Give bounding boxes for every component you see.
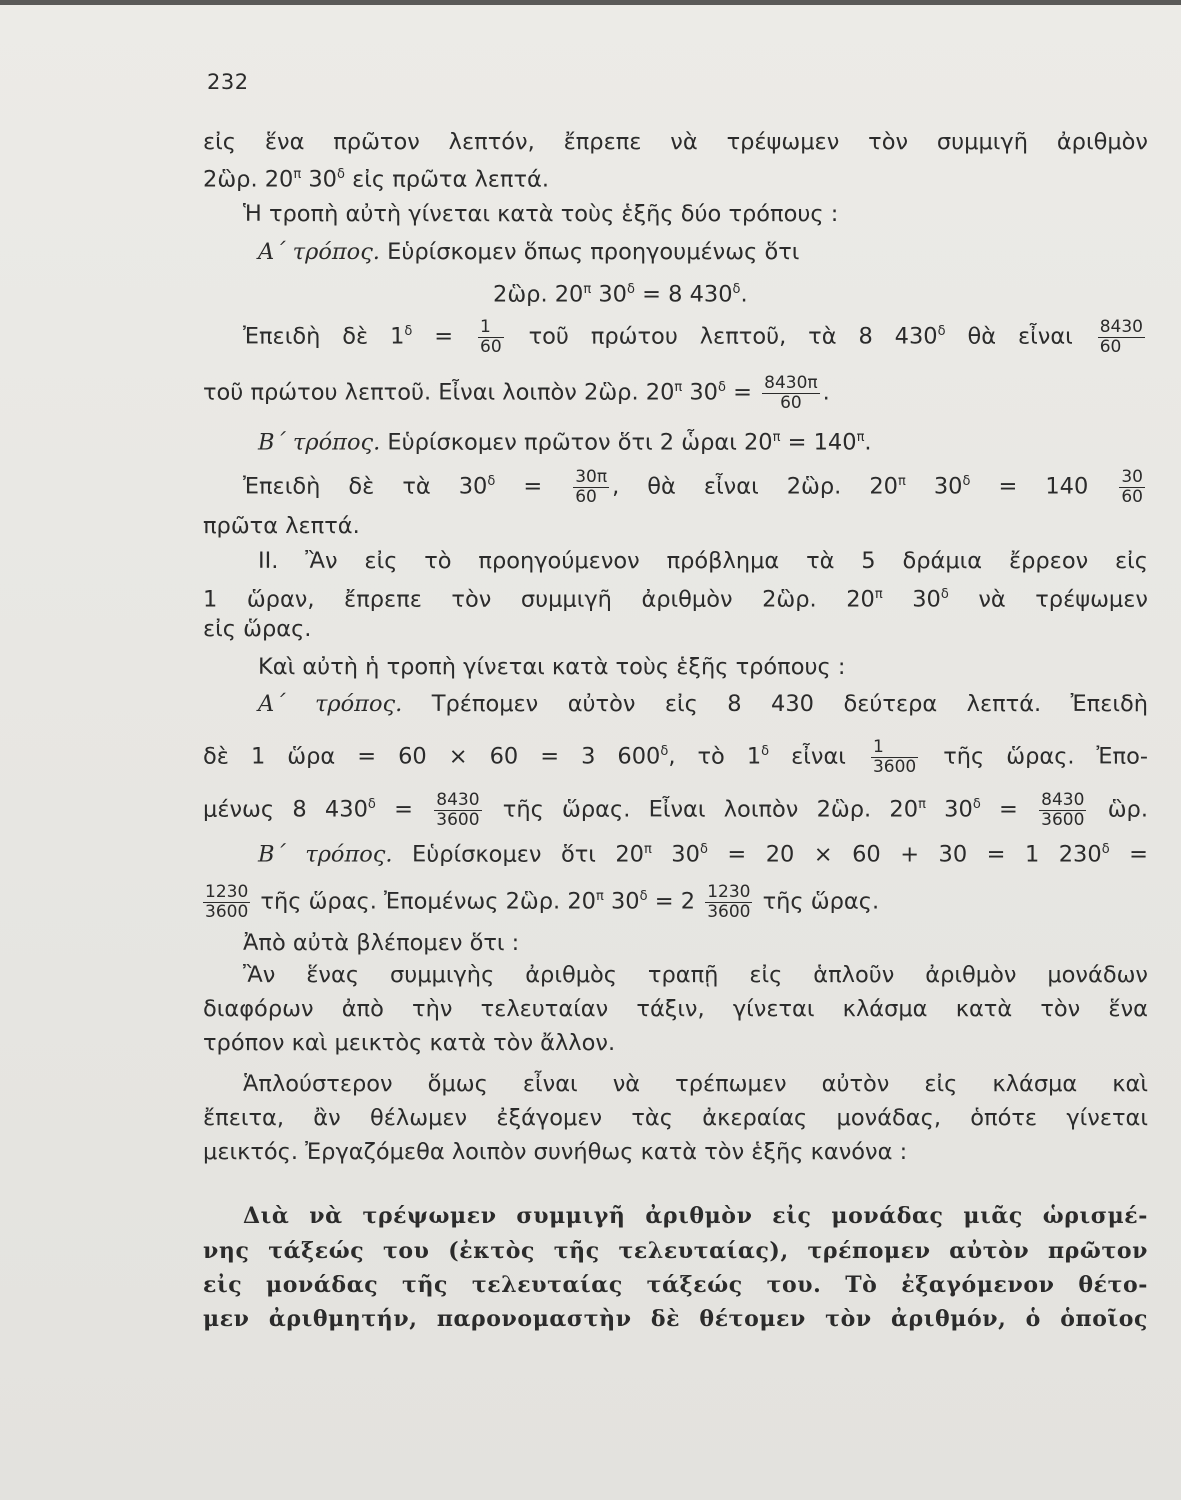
text-line: Ἐπειδὴ δὲ $1^\delta$ = $\frac{1}{60}$ τοῦ πρώτου λεπτοῦ, τὰ 8 $430^\delta$ θὰ εἶναι $\frac{8430}{60}$ [243, 316, 1143, 357]
page-number: 232 [207, 70, 249, 94]
text-line: Α΄ τρόπος. Τρέπομεν αὐτὸν εἰς 8 430 δεύτερα λεπτά. Ἐπειδὴ [258, 691, 1148, 717]
equation-line: 2ὣρ. $20^\pi$ $30^\delta = 8$ $430^\delta$. [493, 281, 748, 308]
text-line: 2ὣρ. $20^\pi$ $30^\delta$ εἰς πρῶτα λεπτά. [203, 166, 550, 193]
fraction: $\frac{1230}{3600}$ [707, 881, 751, 922]
rule-text-line: Διὰ νὰ τρέψωμεν συμμιγῆ ἀριθμὸν εἰς μονάδας μιᾶς ὡρισμέ- [243, 1203, 1148, 1229]
rule-text-line: εἰς μονάδας τῆς τελευταίας τάξεώς του. Τὸ ἐξαγόμενον θέτο- [203, 1272, 1148, 1298]
text-line: Ἡ τροπὴ αὐτὴ γίνεται κατὰ τοὺς ἑξῆς δύο τρόπους : [243, 201, 839, 227]
fraction: $\frac{30}{60}$ [1121, 466, 1143, 507]
method-label: Β΄ τρόπος. [258, 841, 393, 868]
fraction: $\frac{1}{60}$ [480, 316, 502, 357]
text-line: διαφόρων ἀπὸ τὴν τελευταίαν τάξιν, γίνεται κλάσμα κατὰ τὸν ἕνα [203, 996, 1148, 1022]
text-line: Ἀπὸ αὐτὰ βλέπομεν ὅτι : [243, 930, 520, 956]
fraction: $\frac{8430\pi}{60}$ [764, 372, 818, 413]
text-line: Β΄ τρόπος. Εὑρίσκομεν ὅτι $20^\pi$ $30^\delta = 20 \times 60 + 30 = 1$ $230^\delta$ = [258, 841, 1148, 868]
fraction: $\frac{8430}{3600}$ [1041, 789, 1085, 830]
method-label: Β΄ τρόπος. [258, 429, 381, 456]
text-line: εἰς ἕνα πρῶτον λεπτόν, ἔπρεπε νὰ τρέψωμεν τὸν συμμιγῆ ἀριθμὸν [203, 129, 1148, 155]
method-label: Α΄ τρόπος. [258, 239, 380, 265]
text-line: τοῦ πρώτου λεπτοῦ. Εἶναι λοιπὸν 2ὣρ. $20^\pi$ $30^\delta$ = $\frac{8430\pi}{60}$ . [203, 372, 830, 413]
scan-top-edge [0, 0, 1181, 5]
text-line: $\frac{1230}{3600}$ τῆς ὥρας. Ἐπομένως 2ὣρ. $20^\pi$ $30^\delta = 2$ $\frac{1230}{3600}$ τῆς ὥρας. [205, 881, 880, 922]
text-line: Καὶ αὐτὴ ἡ τροπὴ γίνεται κατὰ τοὺς ἑξῆς τρόπους : [258, 654, 846, 680]
fraction: $\frac{30\pi}{60}$ [575, 466, 608, 507]
method-label: Α΄ τρόπος. [258, 691, 403, 717]
fraction: $\frac{1}{3600}$ [872, 736, 917, 777]
text-line: πρῶτα λεπτά. [203, 513, 360, 539]
fraction: $\frac{8430}{3600}$ [436, 789, 480, 830]
text-line: μένως 8 $430^\delta$ = $\frac{8430}{3600}$ τῆς ὥρας. Εἶναι λοιπὸν 2ὣρ. $20^\pi$ $30^\delta$ = $\frac{8430}{3600}$ ὣρ. [203, 789, 1148, 830]
text-line: ἔπειτα, ἂν θέλωμεν ἐξάγομεν τὰς ἀκεραίας μονάδας, ὁπότε γίνεται [203, 1105, 1148, 1131]
text-line: Ἐπειδὴ δὲ τὰ $30^\delta$ = $\frac{30\pi}{60}$ , θὰ εἶναι 2ὣρ. $20^\pi$ $30^\delta = 140$ $\frac{30}{60}$ [243, 466, 1143, 507]
fraction: $\frac{1230}{3600}$ [205, 881, 249, 922]
text-line: μεικτός. Ἐργαζόμεθα λοιπὸν συνήθως κατὰ τὸν ἑξῆς κανόνα : [203, 1139, 908, 1165]
text-line: Β΄ τρόπος. Εὑρίσκομεν πρῶτον ὅτι 2 ὧραι $20^\pi = 140^\pi$. [258, 429, 872, 456]
text-line: τρόπον καὶ μεικτὸς κατὰ τὸν ἄλλον. [203, 1030, 616, 1056]
text-line: Α΄ τρόπος. Εὑρίσκομεν ὅπως προηγουμένως ὅτι [258, 239, 800, 265]
text-line: Ἂν ἕνας συμμιγὴς ἀριθμὸς τραπῇ εἰς ἁπλοῦν ἀριθμὸν μονάδων [243, 962, 1148, 988]
text-line: δὲ 1 ὥρα = 60 × 60 = 3 $600^\delta$, τὸ $1^\delta$ εἶναι $\frac{1}{3600}$ τῆς ὥρας. Ἐπο- [203, 736, 1148, 777]
text-line: Ἁπλούστερον ὅμως εἶναι νὰ τρέπωμεν αὐτὸν εἰς κλάσμα καὶ [243, 1071, 1148, 1097]
rule-text-line: νης τάξεώς του (ἐκτὸς τῆς τελευταίας), τρέπομεν αὐτὸν πρῶτον [203, 1238, 1148, 1264]
text-line: εἰς ὥρας. [203, 616, 312, 642]
rule-text-line: μεν ἀριθμητήν, παρονομαστὴν δὲ θέτομεν τὸν ἀριθμόν, ὁ ὁποῖος [203, 1306, 1148, 1332]
text-line: 1 ὥραν, ἔπρεπε τὸν συμμιγῆ ἀριθμὸν 2ὣρ. $20^\pi$ $30^\delta$ νὰ τρέψωμεν [203, 586, 1148, 613]
fraction: $\frac{8430}{60}$ [1099, 316, 1143, 357]
text-line: ΙΙ. Ἂν εἰς τὸ προηγούμενον πρόβλημα τὰ 5 δράμια ἔρρεον εἰς [258, 548, 1148, 574]
